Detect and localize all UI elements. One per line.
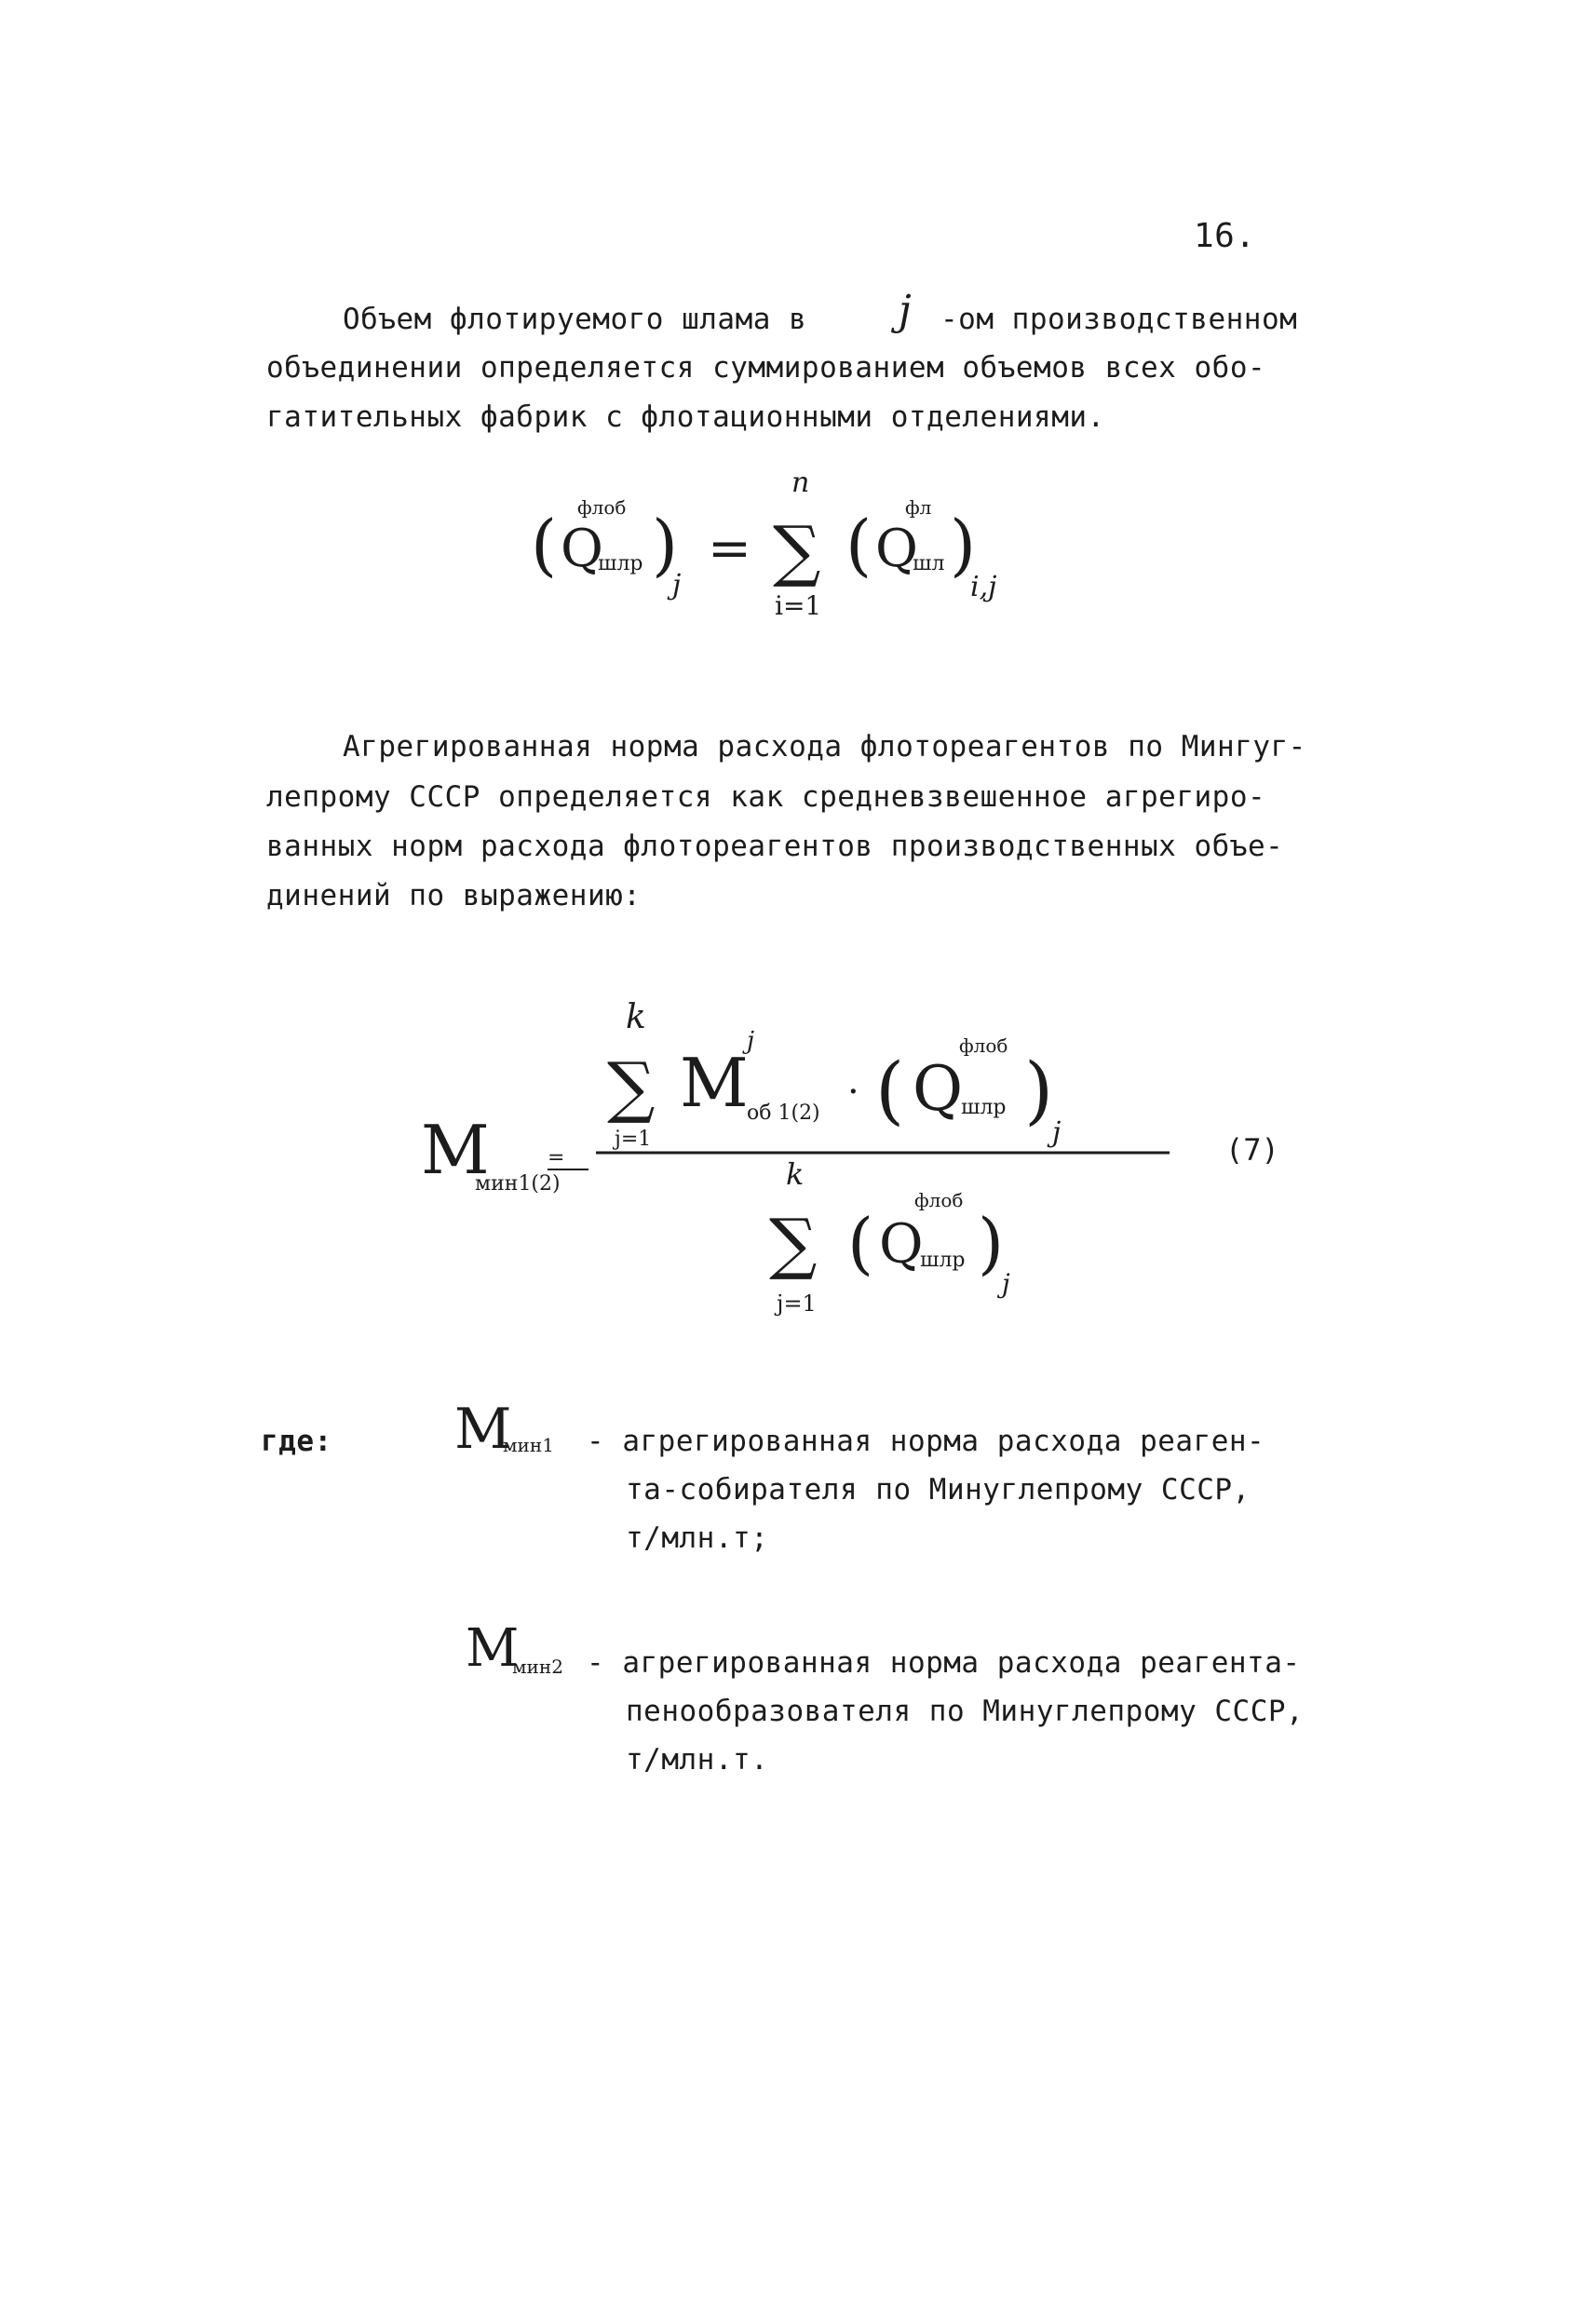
den-q-subscript: шлр (920, 1249, 966, 1272)
num-q-superscript: флоб (959, 1034, 1008, 1057)
open-paren: ( (531, 506, 558, 584)
paragraph-text: Объем флотируемого шлама в (343, 303, 807, 336)
num-sum-upper: k (626, 998, 646, 1036)
symbol-m: M (466, 1618, 520, 1679)
num-index: j (1052, 1116, 1062, 1149)
multiply-dot: · (847, 1071, 859, 1114)
paragraph-text: -ом производственном (940, 303, 1298, 336)
paragraph-line (343, 303, 806, 336)
den-sum-lower: j=1 (777, 1291, 817, 1317)
paragraph-line: динений по выражению: (266, 879, 642, 912)
paragraph-line: лепрому СССР определяется как средневзвешенное агрегиро- (266, 780, 1266, 814)
open-paren: ( (875, 1047, 905, 1133)
rhs-index: i,j (970, 571, 997, 603)
paragraph-line: ванных норм расхода флотореагентов производственных объе- (266, 830, 1284, 863)
where-label: где: (261, 1425, 332, 1458)
lhs-subscript: шлр (598, 552, 643, 575)
paragraph-line: Агрегированная норма расхода флотореагентов по Мингуг- (343, 730, 1306, 764)
num-sum-lower: j=1 (615, 1128, 652, 1151)
q-symbol: Q (875, 519, 918, 579)
lhs-index: j (672, 569, 682, 601)
definition-line: т/млн.т. (626, 1743, 769, 1777)
close-paren: ) (1024, 1047, 1054, 1133)
den-sum-upper: k (786, 1156, 805, 1192)
symbol-subscript: мин1 (503, 1434, 554, 1456)
q-symbol: Q (879, 1212, 924, 1276)
lhs-superscript: флоб (577, 496, 627, 519)
rhs-subscript: шл (913, 552, 945, 575)
definition-line: - агрегированная норма расхода реаген- (587, 1425, 1265, 1458)
variable-j: j (899, 287, 912, 334)
definition-line: - агрегированная норма расхода реагента- (587, 1646, 1301, 1680)
m-symbol: M (680, 1044, 749, 1122)
paragraph-line: гатительных фабрик с флотационными отделениями. (266, 400, 1105, 434)
m-symbol: M (421, 1111, 490, 1189)
close-paren: ) (652, 506, 679, 584)
page-number: 16. (1194, 217, 1256, 255)
lhs-equals: = (548, 1146, 565, 1169)
definition-line: т/млн.т; (626, 1521, 769, 1555)
sum-lower: i=1 (775, 590, 822, 621)
symbol-subscript: мин2 (512, 1656, 563, 1678)
q-symbol: Q (913, 1053, 964, 1125)
den-q-superscript: флоб (914, 1189, 964, 1211)
open-paren: ( (845, 506, 872, 584)
symbol-m: M (454, 1397, 512, 1462)
den-index: j (1002, 1268, 1010, 1299)
lhs-subscript: мин1(2) (475, 1172, 561, 1196)
num-m-subscript: об 1(2) (747, 1101, 820, 1125)
formula-1 (503, 466, 1155, 652)
equals-sign: = (708, 519, 751, 579)
num-m-superscript: j (747, 1027, 755, 1055)
equation-number: (7) (1225, 1132, 1279, 1168)
open-paren: ( (847, 1204, 874, 1282)
sigma-symbol: ∑ (607, 1047, 656, 1126)
definition-line: пенообразователя по Минуглепрому СССР, (626, 1695, 1305, 1728)
close-paren: ) (978, 1204, 1005, 1282)
definition-line: та-собирателя по Минуглепрому СССР, (626, 1473, 1251, 1507)
close-paren: ) (950, 506, 977, 584)
sigma-symbol: ∑ (773, 511, 821, 589)
num-q-subscript: шлр (961, 1096, 1007, 1119)
q-symbol: Q (561, 519, 603, 579)
paragraph-line: объединении определяется суммированием объемов всех обо- (266, 351, 1266, 385)
formula-2 (410, 987, 1304, 1341)
sigma-symbol: ∑ (769, 1204, 818, 1282)
sum-upper: n (791, 466, 810, 499)
rhs-superscript: фл (905, 496, 932, 519)
